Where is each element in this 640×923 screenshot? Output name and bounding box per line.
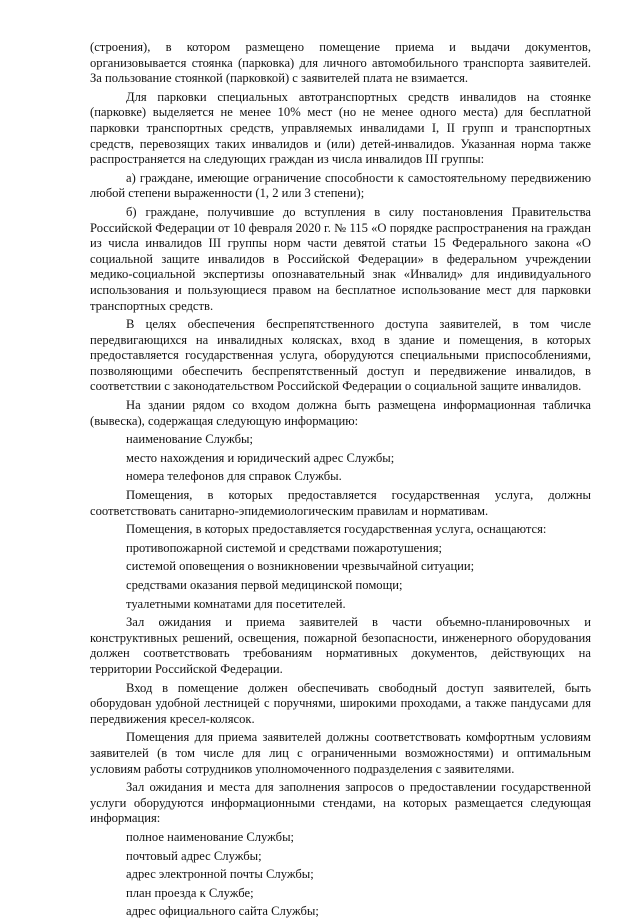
list-item: наименование Службы;: [126, 432, 253, 447]
paragraph-accessibility: В целях обеспечения беспрепятственного доступа заявителей, в том числе передвигающихся на инвалидных колясках, вход в здание и помещения, в которых предоставляется государственная услуга, оборудуются специальными приспособлениями, позволяющими обеспечить беспрепятственный доступ и передвижение инвалидов, в соответствии с законодательством Российской Федерации о социальной защите инвалидов.: [90, 317, 591, 394]
paragraph-item-b: б) граждане, получившие до вступления в силу постановления Правительства Российской Федерации от 10 февраля 2020 г. № 115 «О порядке распространения на граждан из числа инвалидов III группы норм части девятой статьи 15 Федерального закона «О социальной защите инвалидов в Российской Федерации» в федеральном учреждении медико-социальной экспертизы опознавательный знак «Инвалид» для индивидуального использования и пользующиеся правом на бесплатное использование мест для парковки транспортных средств.: [90, 204, 591, 313]
list-item: почтовый адрес Службы;: [126, 848, 262, 863]
paragraph-info-sign: На здании рядом со входом должна быть размещена информационная табличка (вывеска), содержащая следующую информацию:: [90, 398, 591, 428]
document-page: [90, 40, 591, 923]
list-item: номера телефонов для справок Службы.: [126, 469, 342, 484]
list-item: полное наименование Службы;: [126, 829, 295, 844]
list-item: место нахождения и юридический адрес Службы;: [126, 450, 395, 465]
paragraph-equipped: Помещения, в которых предоставляется государственная услуга, оснащаются:: [126, 522, 547, 537]
paragraph-parking-intro: (строения), в котором размещено помещение приема и выдачи документов, организовывается стоянка (парковка) для личного автомобильного транспорта заявителей. За пользование стоянкой (парковкой) с заявителей плата не взимается.: [90, 40, 591, 86]
list-item: адрес официального сайта Службы;: [126, 904, 319, 919]
list-item: средствами оказания первой медицинской помощи;: [126, 578, 403, 592]
paragraph-entrance: Вход в помещение должен обеспечивать свободный доступ заявителей, быть оборудован удобной лестницей с поручнями, широкими проходами, а также пандусами для передвижения кресел-колясок.: [90, 680, 591, 726]
list-item: противопожарной системой и средствами пожаротушения;: [126, 540, 443, 555]
paragraph-disabled-parking: Для парковки специальных автотранспортных средств инвалидов на стоянке (парковке) выделяется не менее 10% мест (но не менее одного места) для бесплатной парковки транспортных средств, управляемых инвалидами I, II групп и транспортных средств, перевозящих таких инвалидов и (или) детей-инвалидов. Указанная норма также распространяется на следующих граждан из числа инвалидов III группы:: [90, 89, 591, 167]
list-item: туалетными комнатами для посетителей.: [126, 596, 346, 611]
list-item: план проезда к Службе;: [126, 885, 254, 900]
paragraph-sanitary: Помещения, в которых предоставляется государственная услуга, должны соответствовать санитарно-эпидемиологическим правилам и нормативам.: [90, 488, 591, 518]
paragraph-item-a: а) граждане, имеющие ограничение способности к самостоятельному передвижению любой степени выраженности (1, 2 или 3 степени);: [90, 170, 591, 201]
paragraph-comfort: Помещения для приема заявителей должны соответствовать комфортным условиям заявителей (в том числе для лиц с ограниченными возможностями) и оптимальным условиям работы сотрудников уполномоченного подразделения с заявителями.: [90, 730, 591, 776]
list-item: адрес электронной почты Службы;: [126, 867, 314, 882]
list-item: системой оповещения о возникновении чрезвычайной ситуации;: [126, 559, 475, 574]
paragraph-hall: Зал ожидания и приема заявителей в части объемно-планировочных и конструктивных решений, освещения, пожарной безопасности, инженерного оборудования должен соответствовать требованиям нормативных документов, действующих на территории Российской Федерации.: [90, 615, 591, 676]
paragraph-info-stands: Зал ожидания и места для заполнения запросов о предоставлении государственной услуги оборудуются информационными стендами, на которых размещается следующая информация:: [90, 780, 591, 826]
